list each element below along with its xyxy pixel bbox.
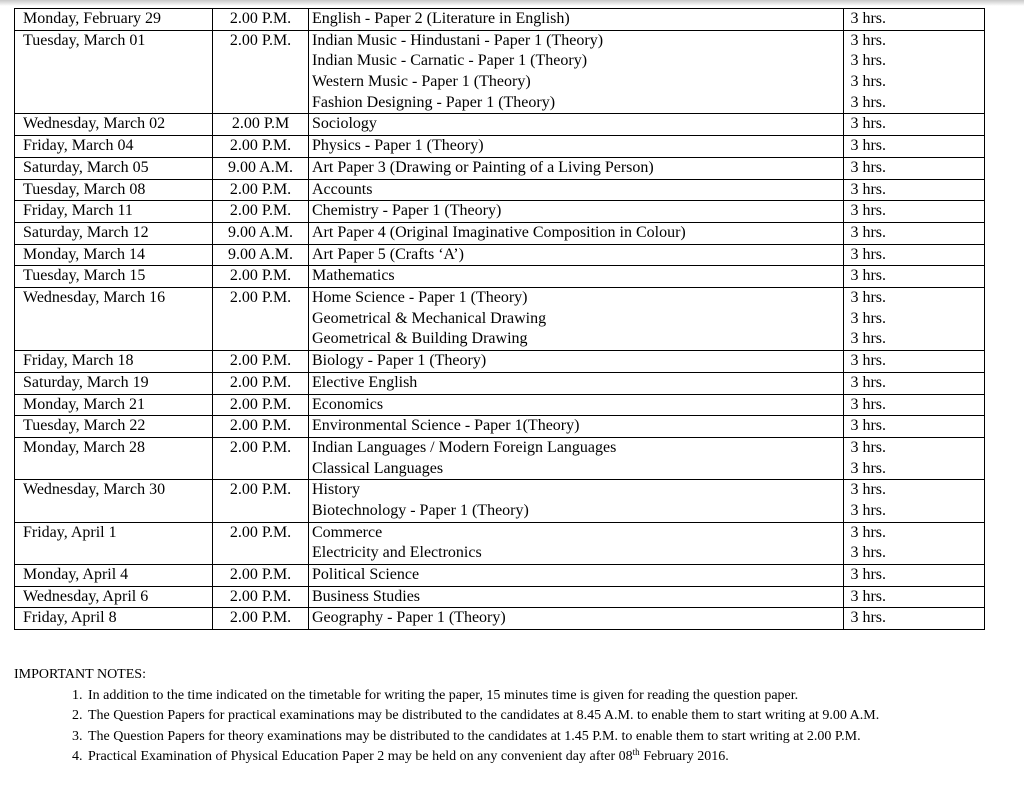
note-item: 1. In addition to the time indicated on the timetable for writing the paper, 15 minutes time is given for reading the question paper. bbox=[86, 686, 1004, 707]
exam-duration bbox=[844, 179, 985, 201]
duration-line: 3 hrs. bbox=[850, 202, 886, 220]
duration-line: 3 hrs. bbox=[850, 267, 886, 285]
table-row bbox=[15, 437, 985, 479]
duration-line: 3 hrs. bbox=[850, 395, 886, 413]
exam-date: Friday, April 1 bbox=[15, 522, 213, 564]
subject-line: Art Paper 3 (Drawing or Painting of a Living Person) bbox=[312, 158, 654, 176]
table-row bbox=[15, 416, 985, 438]
exam-duration bbox=[844, 244, 985, 266]
exam-date: Monday, March 28 bbox=[15, 437, 213, 479]
duration-line: 3 hrs. bbox=[850, 309, 886, 327]
duration-line: 3 hrs. bbox=[850, 158, 886, 176]
exam-date: Friday, March 04 bbox=[15, 136, 213, 158]
exam-subjects bbox=[309, 157, 844, 179]
subject-line: Indian Music - Carnatic - Paper 1 (Theory) bbox=[312, 52, 588, 70]
exam-duration bbox=[844, 522, 985, 564]
exam-date: Tuesday, March 01 bbox=[15, 30, 213, 114]
exam-duration bbox=[844, 9, 985, 31]
subject-line: Elective English bbox=[312, 373, 418, 391]
subject-line: Commerce bbox=[312, 523, 383, 541]
notes-list bbox=[14, 686, 1004, 768]
subject-line: Western Music - Paper 1 (Theory) bbox=[312, 73, 531, 91]
exam-date: Saturday, March 12 bbox=[15, 222, 213, 244]
subject-line: Home Science - Paper 1 (Theory) bbox=[312, 289, 528, 307]
exam-time: 2.00 P.M. bbox=[213, 351, 309, 373]
exam-time: 2.00 P.M. bbox=[213, 288, 309, 351]
page-top-edge bbox=[0, 0, 1024, 6]
exam-subjects bbox=[309, 608, 844, 630]
exam-time: 2.00 P.M. bbox=[213, 394, 309, 416]
exam-date: Saturday, March 19 bbox=[15, 372, 213, 394]
subject-line: Art Paper 4 (Original Imaginative Composition in Colour) bbox=[312, 223, 686, 241]
table-row bbox=[15, 288, 985, 351]
exam-timetable bbox=[14, 8, 985, 630]
table-row bbox=[15, 351, 985, 373]
exam-time: 2.00 P.M. bbox=[213, 608, 309, 630]
table-row bbox=[15, 201, 985, 223]
exam-duration bbox=[844, 157, 985, 179]
duration-line: 3 hrs. bbox=[850, 502, 886, 520]
duration-line: 3 hrs. bbox=[850, 73, 886, 91]
table-row bbox=[15, 179, 985, 201]
table-row bbox=[15, 372, 985, 394]
subject-line: Electricity and Electronics bbox=[312, 544, 482, 562]
note-item: 2. The Question Papers for practical examinations may be distributed to the candidates at 8.45 A.M. to enable them to start writing at 9.00 A.M. bbox=[86, 706, 1004, 727]
exam-date: Wednesday, March 02 bbox=[15, 114, 213, 136]
exam-subjects bbox=[309, 201, 844, 223]
exam-subjects bbox=[309, 136, 844, 158]
table-row bbox=[15, 266, 985, 288]
duration-line: 3 hrs. bbox=[850, 438, 886, 456]
exam-duration bbox=[844, 437, 985, 479]
exam-date: Tuesday, March 15 bbox=[15, 266, 213, 288]
exam-subjects bbox=[309, 244, 844, 266]
exam-time: 2.00 P.M. bbox=[213, 586, 309, 608]
table-row bbox=[15, 394, 985, 416]
subject-line: Business Studies bbox=[312, 587, 421, 605]
duration-line: 3 hrs. bbox=[850, 137, 886, 155]
ordinal-suffix: th bbox=[632, 747, 640, 757]
duration-line: 3 hrs. bbox=[850, 523, 886, 541]
exam-time: 2.00 P.M. bbox=[213, 565, 309, 587]
subject-line: Indian Music - Hindustani - Paper 1 (Theory) bbox=[312, 31, 604, 49]
table-row bbox=[15, 136, 985, 158]
note-item bbox=[86, 747, 1004, 768]
exam-date: Friday, March 11 bbox=[15, 201, 213, 223]
duration-line: 3 hrs. bbox=[850, 609, 886, 627]
exam-subjects bbox=[309, 114, 844, 136]
table-row bbox=[15, 565, 985, 587]
exam-duration bbox=[844, 114, 985, 136]
duration-line: 3 hrs. bbox=[850, 223, 886, 241]
exam-date: Monday, March 21 bbox=[15, 394, 213, 416]
exam-time: 9.00 A.M. bbox=[213, 157, 309, 179]
notes-title: IMPORTANT NOTES: bbox=[14, 667, 146, 682]
exam-subjects bbox=[309, 9, 844, 31]
duration-line: 3 hrs. bbox=[850, 10, 886, 27]
exam-duration bbox=[844, 416, 985, 438]
table-row bbox=[15, 244, 985, 266]
duration-line: 3 hrs. bbox=[850, 245, 886, 263]
duration-line: 3 hrs. bbox=[850, 180, 886, 198]
exam-subjects bbox=[309, 179, 844, 201]
subject-line: Accounts bbox=[312, 180, 373, 198]
important-notes bbox=[14, 665, 1004, 768]
exam-time: 2.00 P.M bbox=[213, 114, 309, 136]
table-row bbox=[15, 222, 985, 244]
exam-duration bbox=[844, 136, 985, 158]
table-row bbox=[15, 9, 985, 31]
duration-line: 3 hrs. bbox=[850, 289, 886, 307]
exam-time: 2.00 P.M. bbox=[213, 266, 309, 288]
subject-line: Environmental Science - Paper 1(Theory) bbox=[312, 417, 580, 435]
table-row bbox=[15, 157, 985, 179]
duration-line: 3 hrs. bbox=[850, 330, 886, 348]
exam-duration bbox=[844, 480, 985, 522]
table-row bbox=[15, 608, 985, 630]
table-row bbox=[15, 114, 985, 136]
subject-line: Geometrical & Building Drawing bbox=[312, 330, 528, 348]
subject-line: Geometrical & Mechanical Drawing bbox=[312, 309, 547, 327]
exam-date: Tuesday, March 08 bbox=[15, 179, 213, 201]
subject-line: Fashion Designing - Paper 1 (Theory) bbox=[312, 93, 556, 111]
subject-line: English - Paper 2 (Literature in English) bbox=[312, 10, 570, 27]
exam-date: Monday, February 29 bbox=[15, 9, 213, 31]
subject-line: Economics bbox=[312, 395, 384, 413]
subject-line: Mathematics bbox=[312, 267, 395, 285]
exam-subjects bbox=[309, 266, 844, 288]
subject-line: Indian Languages / Modern Foreign Languages bbox=[312, 438, 617, 456]
subject-line: Biotechnology - Paper 1 (Theory) bbox=[312, 502, 529, 520]
duration-line: 3 hrs. bbox=[850, 93, 886, 111]
duration-line: 3 hrs. bbox=[850, 31, 886, 49]
duration-line: 3 hrs. bbox=[850, 481, 886, 499]
exam-date: Friday, April 8 bbox=[15, 608, 213, 630]
exam-subjects bbox=[309, 222, 844, 244]
exam-date: Friday, March 18 bbox=[15, 351, 213, 373]
exam-subjects bbox=[309, 586, 844, 608]
exam-date: Wednesday, April 6 bbox=[15, 586, 213, 608]
exam-duration bbox=[844, 608, 985, 630]
exam-duration bbox=[844, 565, 985, 587]
duration-line: 3 hrs. bbox=[850, 352, 886, 370]
exam-time: 2.00 P.M. bbox=[213, 480, 309, 522]
timetable-body bbox=[15, 9, 985, 630]
exam-duration bbox=[844, 30, 985, 114]
note-text: February 2016. bbox=[639, 749, 729, 764]
subject-line: Biology - Paper 1 (Theory) bbox=[312, 352, 487, 370]
duration-line: 3 hrs. bbox=[850, 52, 886, 70]
exam-date: Saturday, March 05 bbox=[15, 157, 213, 179]
exam-time: 2.00 P.M. bbox=[213, 437, 309, 479]
exam-time: 2.00 P.M. bbox=[213, 372, 309, 394]
duration-line: 3 hrs. bbox=[850, 417, 886, 435]
duration-line: 3 hrs. bbox=[850, 566, 886, 584]
exam-time: 2.00 P.M. bbox=[213, 522, 309, 564]
exam-subjects bbox=[309, 30, 844, 114]
exam-date: Monday, March 14 bbox=[15, 244, 213, 266]
table-row bbox=[15, 586, 985, 608]
duration-line: 3 hrs. bbox=[850, 115, 886, 133]
exam-subjects bbox=[309, 480, 844, 522]
exam-date: Monday, April 4 bbox=[15, 565, 213, 587]
subject-line: Sociology bbox=[312, 115, 377, 133]
exam-time: 9.00 A.M. bbox=[213, 244, 309, 266]
exam-subjects bbox=[309, 437, 844, 479]
exam-subjects bbox=[309, 288, 844, 351]
exam-duration bbox=[844, 266, 985, 288]
subject-line: Classical Languages bbox=[312, 459, 444, 477]
exam-time: 2.00 P.M. bbox=[213, 201, 309, 223]
subject-line: Art Paper 5 (Crafts ‘A’) bbox=[312, 245, 464, 263]
exam-date: Wednesday, March 16 bbox=[15, 288, 213, 351]
subject-line: History bbox=[312, 481, 360, 499]
exam-time: 2.00 P.M. bbox=[213, 136, 309, 158]
exam-subjects bbox=[309, 372, 844, 394]
exam-subjects bbox=[309, 522, 844, 564]
exam-date: Tuesday, March 22 bbox=[15, 416, 213, 438]
exam-time: 2.00 P.M. bbox=[213, 416, 309, 438]
table-row bbox=[15, 522, 985, 564]
exam-time: 9.00 A.M. bbox=[213, 222, 309, 244]
exam-date: Wednesday, March 30 bbox=[15, 480, 213, 522]
duration-line: 3 hrs. bbox=[850, 587, 886, 605]
exam-subjects bbox=[309, 565, 844, 587]
exam-duration bbox=[844, 288, 985, 351]
subject-line: Political Science bbox=[312, 566, 420, 584]
exam-duration bbox=[844, 201, 985, 223]
exam-duration bbox=[844, 222, 985, 244]
exam-time: 2.00 P.M. bbox=[213, 30, 309, 114]
exam-duration bbox=[844, 394, 985, 416]
note-text: Practical Examination of Physical Education Paper 2 may be held on any convenient day after 08 bbox=[88, 749, 633, 764]
duration-line: 3 hrs. bbox=[850, 459, 886, 477]
table-row bbox=[15, 30, 985, 114]
duration-line: 3 hrs. bbox=[850, 373, 886, 391]
exam-subjects bbox=[309, 351, 844, 373]
exam-duration bbox=[844, 351, 985, 373]
exam-subjects bbox=[309, 416, 844, 438]
exam-time: 2.00 P.M. bbox=[213, 179, 309, 201]
exam-subjects bbox=[309, 394, 844, 416]
exam-duration bbox=[844, 372, 985, 394]
duration-line: 3 hrs. bbox=[850, 544, 886, 562]
exam-time: 2.00 P.M. bbox=[213, 9, 309, 31]
subject-line: Geography - Paper 1 (Theory) bbox=[312, 609, 506, 627]
subject-line: Physics - Paper 1 (Theory) bbox=[312, 137, 484, 155]
note-item: 3. The Question Papers for theory examinations may be distributed to the candidates at 1.45 P.M. to enable them to start writing at 2.00 P.M. bbox=[86, 727, 1004, 748]
subject-line: Chemistry - Paper 1 (Theory) bbox=[312, 202, 502, 220]
table-row bbox=[15, 480, 985, 522]
exam-duration bbox=[844, 586, 985, 608]
